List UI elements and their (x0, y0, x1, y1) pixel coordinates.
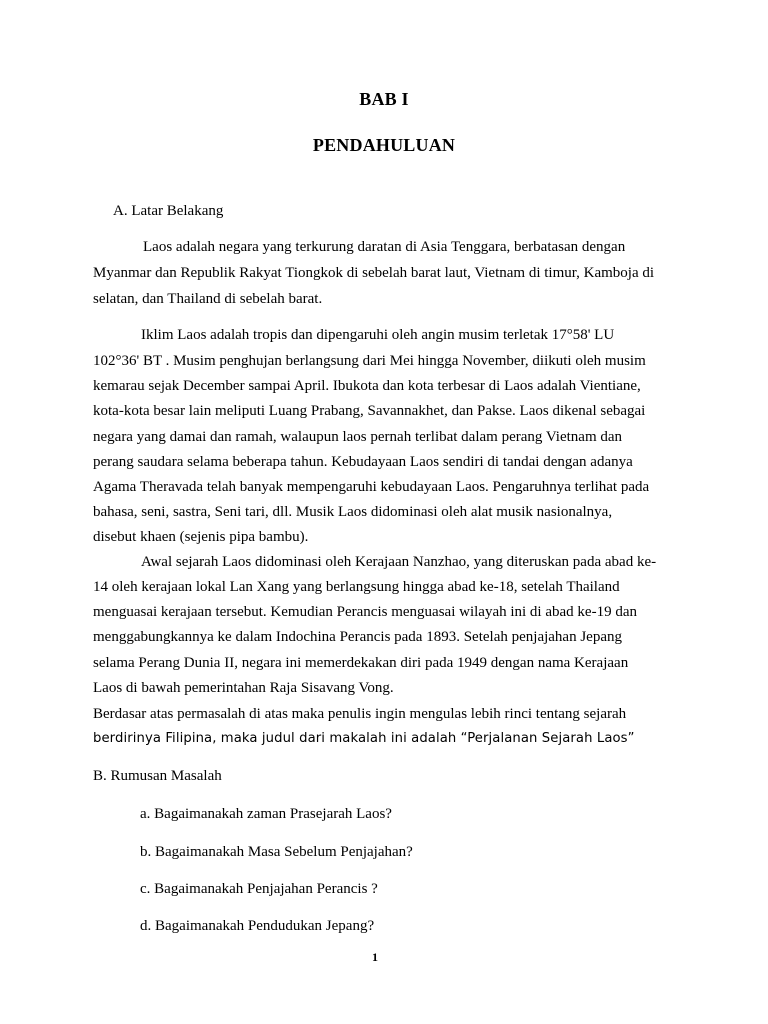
paragraph-line: kota-kota besar lain meliputi Luang Prabang, Savannakhet, dan Pakse. Laos dikenal sebagai (93, 403, 646, 419)
paragraph-line: Laos di bawah pemerintahan Raja Sisavang Vong. (93, 680, 394, 696)
section-b-heading: B. Rumusan Masalah (93, 768, 222, 784)
chapter-title: PENDAHULUAN (312, 135, 456, 155)
paragraph-line: negara yang damai dan ramah, walaupun laos pernah terlibat dalam perang Vietnam dan (93, 429, 623, 445)
list-item: d. Bagaimanakah Pendudukan Jepang? (140, 918, 375, 934)
paragraph-line: Awal sejarah Laos didominasi oleh Kerajaan Nanzhao, yang diteruskan pada abad ke- (141, 554, 657, 570)
paragraph-line: perang saudara selama beberapa tahun. Kebudayaan Laos sendiri di tandai dengan adanya (93, 454, 633, 470)
list-item: a. Bagaimanakah zaman Prasejarah Laos? (140, 806, 392, 822)
paragraph-line: kemarau sejak December sampai April. Ibukota dan kota terbesar di Laos adalah Vientiane, (93, 378, 641, 394)
paragraph-line: 102°36' BT . Musim penghujan berlangsung dari Mei hingga November, diikuti oleh musim (93, 353, 646, 369)
chapter-heading: BAB I (359, 89, 409, 109)
paragraph-line: disebut khaen (sejenis pipa bambu). (93, 529, 309, 545)
paragraph-line: menguasai kerajaan tersebut. Kemudian Perancis menguasai wilayah ini di abad ke-19 dan (93, 604, 637, 620)
paragraph-line: Agama Theravada telah banyak mempengaruhi kebudayaan Laos. Pengaruhnya terlihat pada (93, 479, 650, 495)
paragraph-line: menggabungkannya ke dalam Indochina Perancis pada 1893. Setelah penjajahan Jepang (93, 629, 622, 645)
section-a-heading: A. Latar Belakang (113, 203, 224, 219)
page-number: 1 (372, 950, 378, 964)
paragraph-line: selatan, dan Thailand di sebelah barat. (93, 291, 323, 307)
paragraph-line: Iklim Laos adalah tropis dan dipengaruhi oleh angin musim terletak 17°58' LU (141, 327, 615, 343)
list-item: c. Bagaimanakah Penjajahan Perancis ? (140, 881, 378, 897)
paragraph-line: berdirinya Filipina, maka judul dari makalah ini adalah “Perjalanan Sejarah Laos” (93, 731, 635, 746)
paragraph-line: 14 oleh kerajaan lokal Lan Xang yang berlangsung hingga abad ke-18, setelah Thailand (93, 579, 620, 595)
paragraph-line: Myanmar dan Republik Rakyat Tiongkok di sebelah barat laut, Vietnam di timur, Kamboja di (93, 265, 655, 281)
paragraph-line: bahasa, seni, sastra, Seni tari, dll. Musik Laos didominasi oleh alat musik nasionalnya, (93, 504, 613, 520)
paragraph-line: selama Perang Dunia II, negara ini memerdekakan diri pada 1949 dengan nama Kerajaan (93, 655, 629, 671)
paragraph-line: Berdasar atas permasalah di atas maka penulis ingin mengulas lebih rinci tentang sejarah (93, 706, 627, 722)
paragraph-line: Laos adalah negara yang terkurung daratan di Asia Tenggara, berbatasan dengan (143, 239, 626, 255)
list-item: b. Bagaimanakah Masa Sebelum Penjajahan? (140, 844, 413, 860)
